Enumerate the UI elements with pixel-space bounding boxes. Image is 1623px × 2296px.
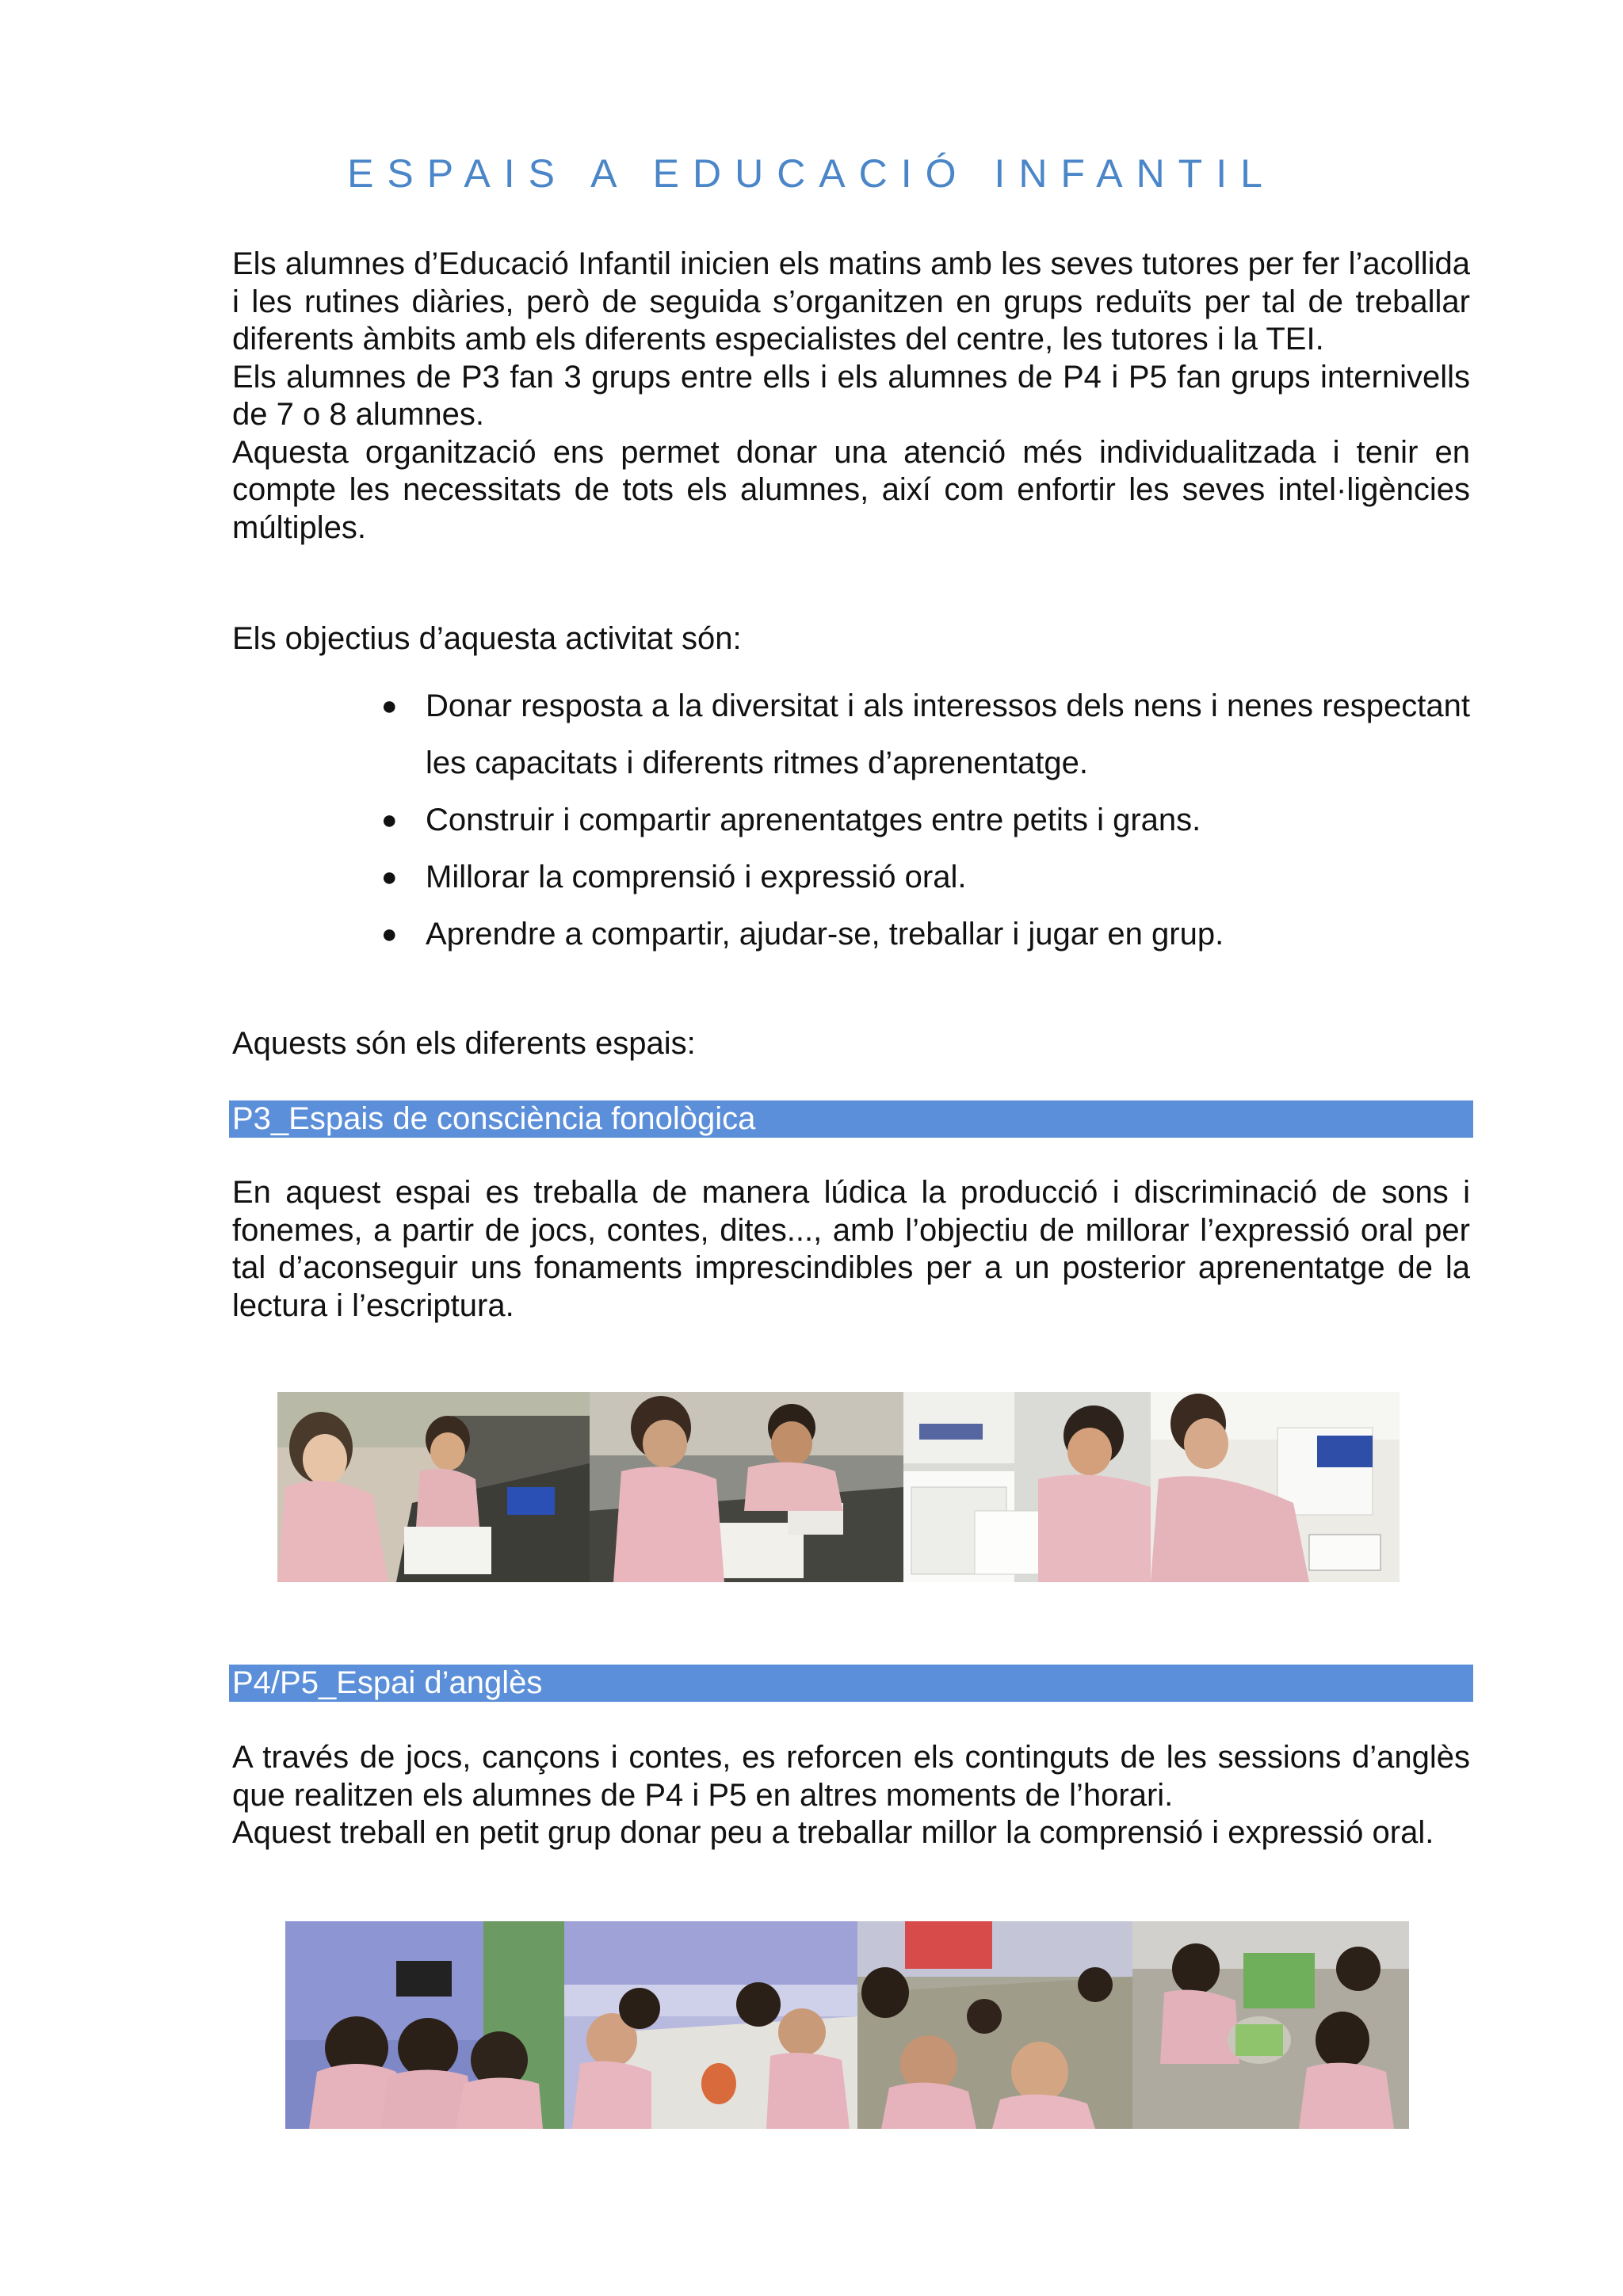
photo-strip-p3 bbox=[277, 1392, 1400, 1582]
objective-text: Donar resposta a la diversitat i als interessos dels nens i nenes respectant les capacitats i diferents ritmes d’aprenentatge. bbox=[426, 688, 1470, 780]
intro-text bbox=[232, 246, 1470, 547]
section-p4p5-paragraph-2: Aquest treball en petit grup donar peu a treballar millor la comprensió i expressió oral. bbox=[232, 1815, 1434, 1850]
objective-item bbox=[369, 849, 1470, 906]
photo-strip-p4p5 bbox=[285, 1921, 1409, 2129]
objective-item bbox=[369, 677, 1470, 791]
objective-item bbox=[369, 906, 1470, 963]
objective-text: Aprendre a compartir, ajudar-se, treballar i jugar en grup. bbox=[426, 917, 1224, 952]
spaces-lead: Aquests són els diferents espais: bbox=[232, 1026, 696, 1061]
section-p3-text: En aquest espai es treballa de manera lúdica la producció i discriminació de sons i fonemes, a partir de jocs, contes, dites..., amb l’objectiu de millorar l’expressió oral per tal d’aconseguir uns fonaments imprescindibles per a un posterior aprenentatge de la lectura i l’escriptura. bbox=[232, 1175, 1470, 1323]
classroom-photo bbox=[857, 1921, 1132, 2129]
intro-paragraph-1: Els alumnes d’Educació Infantil inicien els matins amb les seves tutores per fer l’acollida i les rutines diàries, però de seguida s’organitzen en grups reduïts per tal de treballar diferents àmbits amb els diferents especialistes del centre, les tutores i la TEI. bbox=[232, 246, 1470, 357]
bullet-icon: ● bbox=[381, 805, 398, 835]
classroom-photo bbox=[1132, 1921, 1409, 2129]
section-p4p5-paragraph-1: A través de jocs, cançons i contes, es reforcen els continguts de les sessions d’anglès que realitzen els alumnes de P4 i P5 en altres moments de l’horari. bbox=[232, 1740, 1470, 1813]
intro-paragraph-2: Els alumnes de P3 fan 3 grups entre ells i els alumnes de P4 i P5 fan grups internivells de 7 o 8 alumnes. bbox=[232, 359, 1470, 432]
section-heading-p4p5: P4/P5_Espai d’anglès bbox=[229, 1665, 1473, 1702]
classroom-photo bbox=[277, 1392, 590, 1582]
classroom-photo bbox=[903, 1392, 1151, 1582]
classroom-photo bbox=[285, 1921, 564, 2129]
bullet-icon: ● bbox=[381, 691, 398, 721]
objectives-lead: Els objectius d’aquesta activitat són: bbox=[232, 621, 742, 656]
section-p4p5-text bbox=[232, 1739, 1470, 1852]
bullet-icon: ● bbox=[381, 862, 398, 892]
objectives-list bbox=[369, 677, 1470, 963]
intro-paragraph-3: Aquesta organització ens permet donar una atenció més individualitzada i tenir en compte les necessitats de tots els alumnes, així com enfortir les seves intel·ligències múltiples. bbox=[232, 434, 1470, 545]
page-title: ESPAIS A EDUCACIÓ INFANTIL bbox=[347, 151, 1276, 196]
objective-text: Millorar la comprensió i expressió oral. bbox=[426, 860, 967, 894]
objective-item bbox=[369, 791, 1470, 849]
objective-text: Construir i compartir aprenentatges entre petits i grans. bbox=[426, 803, 1201, 837]
section-heading-p3: P3_Espais de consciència fonològica bbox=[229, 1100, 1473, 1138]
bullet-icon: ● bbox=[381, 919, 398, 949]
classroom-photo bbox=[590, 1392, 903, 1582]
classroom-photo bbox=[564, 1921, 857, 2129]
classroom-photo bbox=[1151, 1392, 1400, 1582]
